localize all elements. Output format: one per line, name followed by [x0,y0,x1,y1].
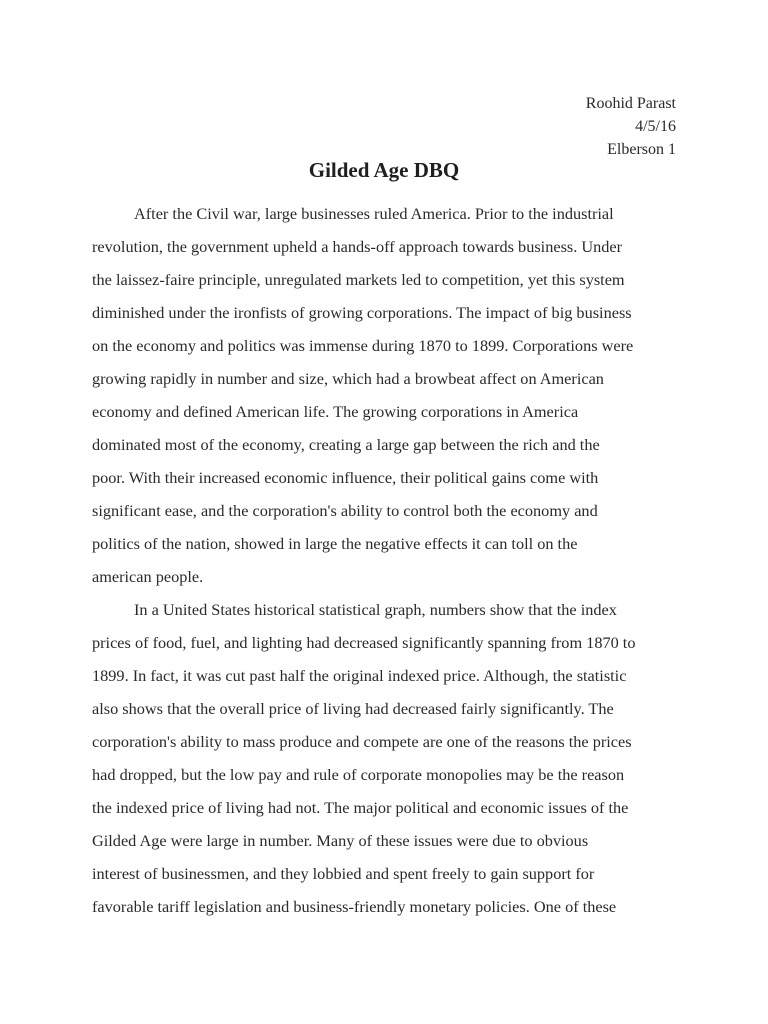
paragraph-1-line: politics of the nation, showed in large the negative effects it can toll on the [92,534,578,553]
author-name: Roohid Parast [585,95,676,112]
paragraph-1-line: diminished under the ironfists of growing corporations. The impact of big business [92,303,632,322]
paragraph-2-line: Gilded Age were large in number. Many of these issues were due to obvious [92,831,589,850]
paragraph-1-line: american people. [92,567,204,586]
paragraph-2-line: corporation's ability to mass produce and compete are one of the reasons the prices [92,732,632,751]
paragraph-1-line: significant ease, and the corporation's ability to control both the economy and [92,501,598,520]
paragraph-2-line: prices of food, fuel, and lighting had decreased significantly spanning from 1870 to [92,633,636,652]
paragraph-2-line: interest of businessmen, and they lobbied and spent freely to gain support for [92,864,595,883]
running-head: Elberson 1 [607,141,676,158]
paragraph-1-line: on the economy and politics was immense during 1870 to 1899. Corporations were [92,336,634,355]
paragraph-2-line: favorable tariff legislation and business-friendly monetary policies. One of these [92,897,617,916]
header-block [586,92,676,161]
paragraph-1-line: revolution, the government upheld a hands-off approach towards business. Under [92,237,623,256]
paragraph-1-line: the laissez-faire principle, unregulated markets led to competition, yet this system [92,270,625,289]
document-date: 4/5/16 [635,118,676,135]
paragraph-2-line: 1899. In fact, it was cut past half the original indexed price. Although, the statistic [92,666,627,685]
paragraph-2-line: had dropped, but the low pay and rule of corporate monopolies may be the reason [92,765,625,784]
paragraph-2-line: In a United States historical statistical graph, numbers show that the index [134,600,617,619]
paragraph-2-line: the indexed price of living had not. The major political and economic issues of the [92,798,629,817]
paragraph-2-line: also shows that the overall price of living had decreased fairly significantly. The [92,699,614,718]
document-body [92,197,684,923]
paragraph-1-line: After the Civil war, large businesses ruled America. Prior to the industrial [134,204,614,223]
document-title: Gilded Age DBQ [308,158,460,182]
paragraph-1-line: growing rapidly in number and size, which had a browbeat affect on American [92,369,604,388]
paragraph-1-line: poor. With their increased economic influence, their political gains come with [92,468,599,487]
paragraph-1-line: dominated most of the economy, creating a large gap between the rich and the [92,435,600,454]
paragraph-1-line: economy and defined American life. The growing corporations in America [92,402,579,421]
